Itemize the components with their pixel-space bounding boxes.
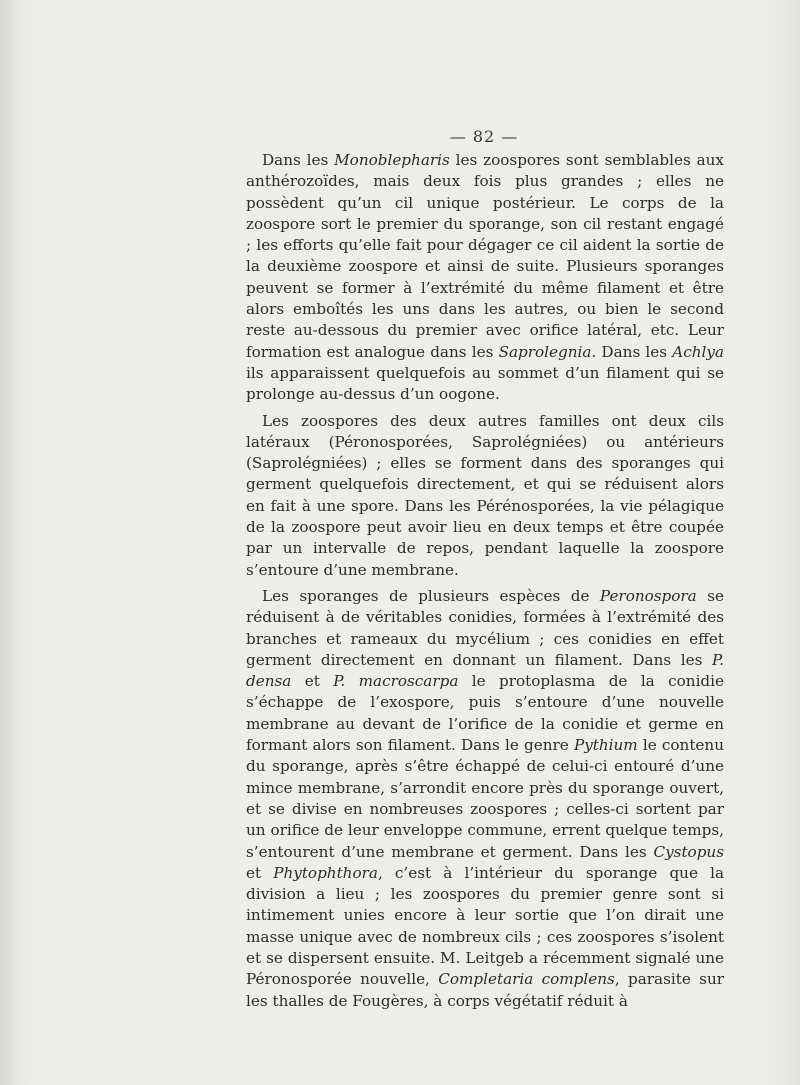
italic-term: Cystopus xyxy=(653,842,724,861)
body-text xyxy=(246,150,724,1012)
italic-term: P. densa xyxy=(246,650,724,691)
italic-term: Saprolegnia xyxy=(498,342,592,361)
page-number: — 82 — xyxy=(449,127,519,146)
paragraph-1 xyxy=(246,150,724,406)
italic-term: Achlya xyxy=(672,342,725,361)
italic-term: P. macroscarpa xyxy=(333,672,459,691)
text-run: , c’est à l’intérieur du sporange que la division a lieu ; les zoospores du premier genre sont si intimement unies encore à leur sortie que l’on dirait une masse unique avec de nombreux cils ; ces zoospores s’isolent et se dispersent ensuite. M. Leitgeb a récemment signalé une Péronosporée nouvelle, xyxy=(246,863,724,989)
text-run: les zoospores sont semblables aux anthérozoïdes, mais deux fois plus grandes ; elles ne possèdent qu’un cil unique postérieur. Le corps de la zoospore sort le premier du sporange, son cil restant engagé ; les efforts qu’elle fait pour dégager ce cil aident la sortie de la deuxième zoospore et ainsi de suite. Plusieurs sporanges peuvent se former à l’extrémité du même filament et être alors emboîtés les uns dans les autres, ou bien le second reste au-dessous du premier avec orifice latéral, etc. Leur formation est analogue dans les xyxy=(246,151,725,361)
text-run: Les zoospores des deux autres familles ont deux cils latéraux (Péronosporées, Saprolégniées) ou antérieurs (Saprolégniées) ; elles se forment dans des sporanges qui germent quelquefois directement, et qui se réduisent alors en fait à une spore. Dans les Pérénosporées, la vie pélagique de la zoospore peut avoir lieu en deux temps et être coupée par un intervalle de repos, pendant laquelle la zoospore s’entoure d’une membrane. xyxy=(246,411,724,579)
italic-term: Peronospora xyxy=(599,586,697,605)
italic-term: Completaria complens xyxy=(438,970,615,989)
text-run: le contenu du sporange, après s’être échappé de celui-ci entouré d’une mince membrane, s’arrondit encore près du sporange ouvert, et se divise en nombreuses zoospores ; celles-ci sortent par un orifice de leur enveloppe commune, errent quelque temps, s’entourent d’une membrane et germent. Dans les xyxy=(246,736,724,861)
paragraph-3 xyxy=(246,586,724,1012)
scan-edge-shadow xyxy=(0,0,16,1085)
text-run: et xyxy=(291,672,334,691)
text-run: se réduisent à de véritables conidies, formées à l’extrémité des branches et rameaux du mycélium ; ces conidies en effet germent directement en donnant un filament. Dans les xyxy=(246,586,724,669)
text-run: le protoplasma de la conidie s’échappe de l’exospore, puis s’entoure d’une nouvelle membrane au devant de l’orifice de la conidie et germe en formant alors son filament. Dans le genre xyxy=(246,672,724,755)
text-run: . Dans les xyxy=(591,342,673,361)
text-run: et xyxy=(246,863,274,882)
text-run: Dans les xyxy=(262,151,335,169)
italic-term: Pythium xyxy=(573,736,638,755)
text-run: ils apparaissent quelquefois au sommet d’un filament qui se prolonge au-dessus d’un oogone. xyxy=(246,363,724,404)
text-run: , parasite sur les thalles de Fougères, à corps végétatif réduit à xyxy=(246,970,724,1010)
italic-term: Monoblepharis xyxy=(334,151,450,169)
italic-term: Phytophthora xyxy=(273,863,378,882)
paragraph-2 xyxy=(246,411,724,581)
text-run: Les sporanges de plusieurs espèces de xyxy=(262,586,600,605)
